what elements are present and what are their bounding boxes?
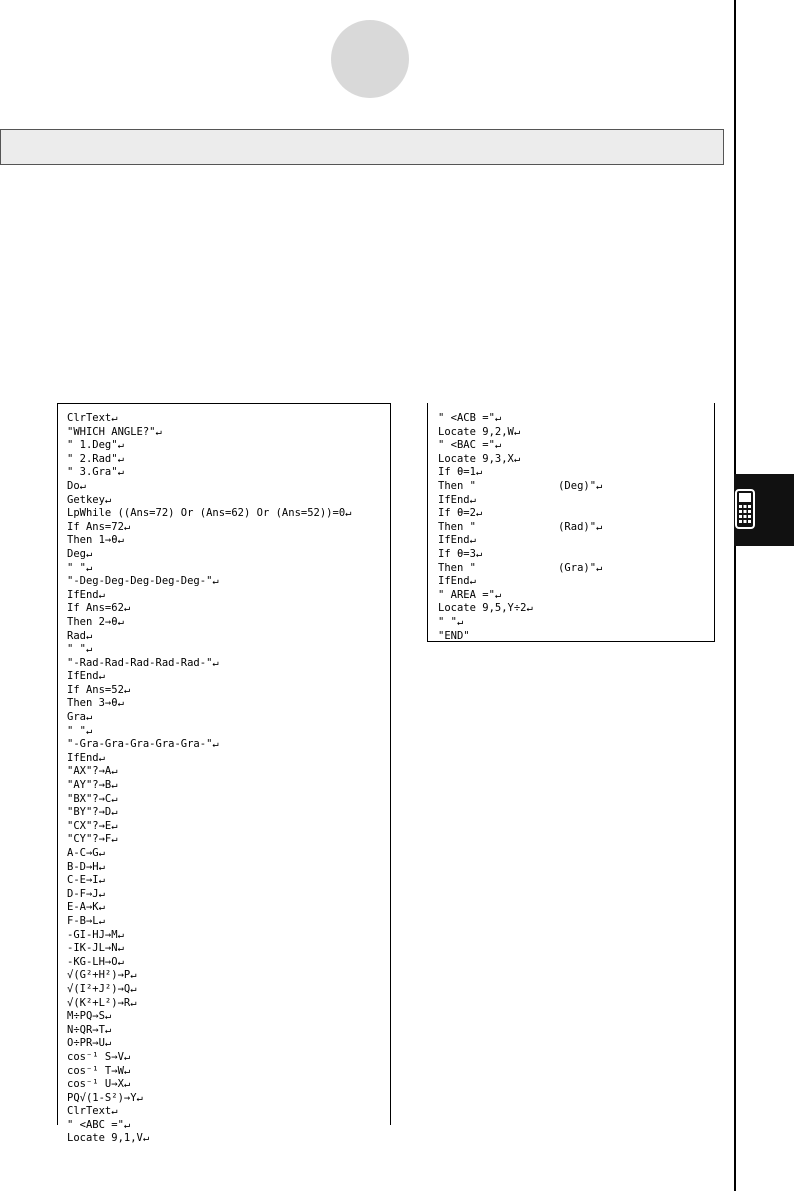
- code-line: M÷PQ→S↵: [67, 1010, 112, 1023]
- code-line: " 3.Gra"↵: [67, 466, 124, 479]
- code-line: cos⁻¹ T→W↵: [67, 1064, 131, 1077]
- code-line: "-Gra-Gra-Gra-Gra-Gra-"↵: [67, 738, 219, 751]
- code-line: F-B→L↵: [67, 914, 105, 927]
- code-line: -IK-JL→N↵: [67, 942, 124, 955]
- code-line: " 2.Rad"↵: [67, 452, 124, 465]
- code-line: B-D→H↵: [67, 860, 105, 873]
- code-line: cos⁻¹ U→X↵: [67, 1078, 131, 1091]
- code-line: " <BAC ="↵: [438, 439, 502, 452]
- code-line: Getkey↵: [67, 493, 112, 506]
- code-line: " <ACB ="↵: [438, 412, 502, 424]
- code-line: IfEnd↵: [438, 493, 476, 506]
- code-line: If Ans=52↵: [67, 683, 131, 696]
- code-line: Then " (Gra)"↵: [438, 561, 603, 574]
- code-line: " "↵: [67, 643, 93, 656]
- calculator-icon: [734, 474, 794, 546]
- code-line: Then 1→θ↵: [67, 534, 124, 547]
- code-line: A-C→G↵: [67, 847, 105, 859]
- code-line: If θ=2↵: [438, 507, 483, 520]
- code-line: " "↵: [67, 724, 93, 737]
- code-line: Then " (Deg)"↵: [438, 479, 603, 492]
- code-line: LpWhile ((Ans=72) Or (Ans=62) Or (Ans=52))=0↵: [67, 507, 352, 520]
- code-line: Gra↵: [67, 711, 93, 724]
- code-line: If Ans=72↵: [67, 520, 131, 533]
- code-line: Locate 9,1,V↵: [67, 1132, 150, 1145]
- code-line: -KG-LH→O↵: [67, 955, 124, 968]
- code-line: "BX"?→C↵: [67, 792, 118, 805]
- program-code-left: [67, 412, 351, 1146]
- code-line: -GI-HJ→M↵: [67, 928, 124, 941]
- code-line: cos⁻¹ S→V↵: [67, 1050, 131, 1063]
- code-line: "END": [438, 629, 470, 642]
- code-line: "-Deg-Deg-Deg-Deg-Deg-"↵: [67, 575, 219, 588]
- code-line: ClrText↵: [67, 412, 118, 424]
- code-line: "CX"?→E↵: [67, 819, 118, 832]
- code-line: Then " (Rad)"↵: [438, 520, 603, 533]
- code-line: IfEnd↵: [67, 751, 105, 764]
- code-line: " AREA ="↵: [438, 588, 502, 601]
- code-line: Locate 9,3,X↵: [438, 452, 521, 465]
- code-line: Locate 9,5,Y÷2↵: [438, 602, 533, 615]
- code-line: IfEnd↵: [67, 588, 105, 601]
- code-line: PQ√(1-S²)→Y↵: [67, 1091, 143, 1104]
- code-line: Then 3→θ↵: [67, 697, 124, 710]
- code-line: Locate 9,2,W↵: [438, 425, 521, 438]
- code-line: C-E→I↵: [67, 874, 105, 887]
- code-line: √(I²+J²)→Q↵: [67, 982, 137, 995]
- code-line: "WHICH ANGLE?"↵: [67, 425, 162, 438]
- code-line: " <ABC ="↵: [67, 1118, 131, 1131]
- page-edge-rule: [734, 0, 736, 1191]
- code-line: Do↵: [67, 479, 86, 492]
- code-line: D-F→J↵: [67, 887, 105, 900]
- code-line: Deg↵: [67, 547, 93, 560]
- chapter-tab[interactable]: [734, 474, 794, 546]
- code-line: If θ=3↵: [438, 547, 483, 560]
- section-title-bar: [0, 129, 724, 165]
- code-line: Then 2→θ↵: [67, 615, 124, 628]
- code-line: If θ=1↵: [438, 466, 483, 479]
- code-line: √(G²+H²)→P↵: [67, 969, 137, 982]
- code-line: "AY"?→B↵: [67, 779, 118, 792]
- code-line: "CY"?→F↵: [67, 833, 118, 846]
- program-code-right: [438, 412, 602, 643]
- code-line: If Ans=62↵: [67, 602, 131, 615]
- chapter-marker-circle: [331, 20, 409, 98]
- code-line: " "↵: [438, 615, 464, 628]
- code-line: "-Rad-Rad-Rad-Rad-Rad-"↵: [67, 656, 219, 669]
- code-line: IfEnd↵: [67, 670, 105, 683]
- code-line: E-A→K↵: [67, 901, 105, 914]
- code-line: O÷PR→U↵: [67, 1037, 112, 1050]
- code-line: ClrText↵: [67, 1105, 118, 1118]
- code-line: Rad↵: [67, 629, 93, 642]
- code-line: N÷QR→T↵: [67, 1023, 112, 1036]
- code-line: IfEnd↵: [438, 575, 476, 588]
- code-line: " "↵: [67, 561, 93, 574]
- code-line: √(K²+L²)→R↵: [67, 996, 137, 1009]
- code-line: IfEnd↵: [438, 534, 476, 547]
- code-line: "BY"?→D↵: [67, 806, 118, 819]
- code-line: "AX"?→A↵: [67, 765, 118, 778]
- code-line: " 1.Deg"↵: [67, 439, 124, 452]
